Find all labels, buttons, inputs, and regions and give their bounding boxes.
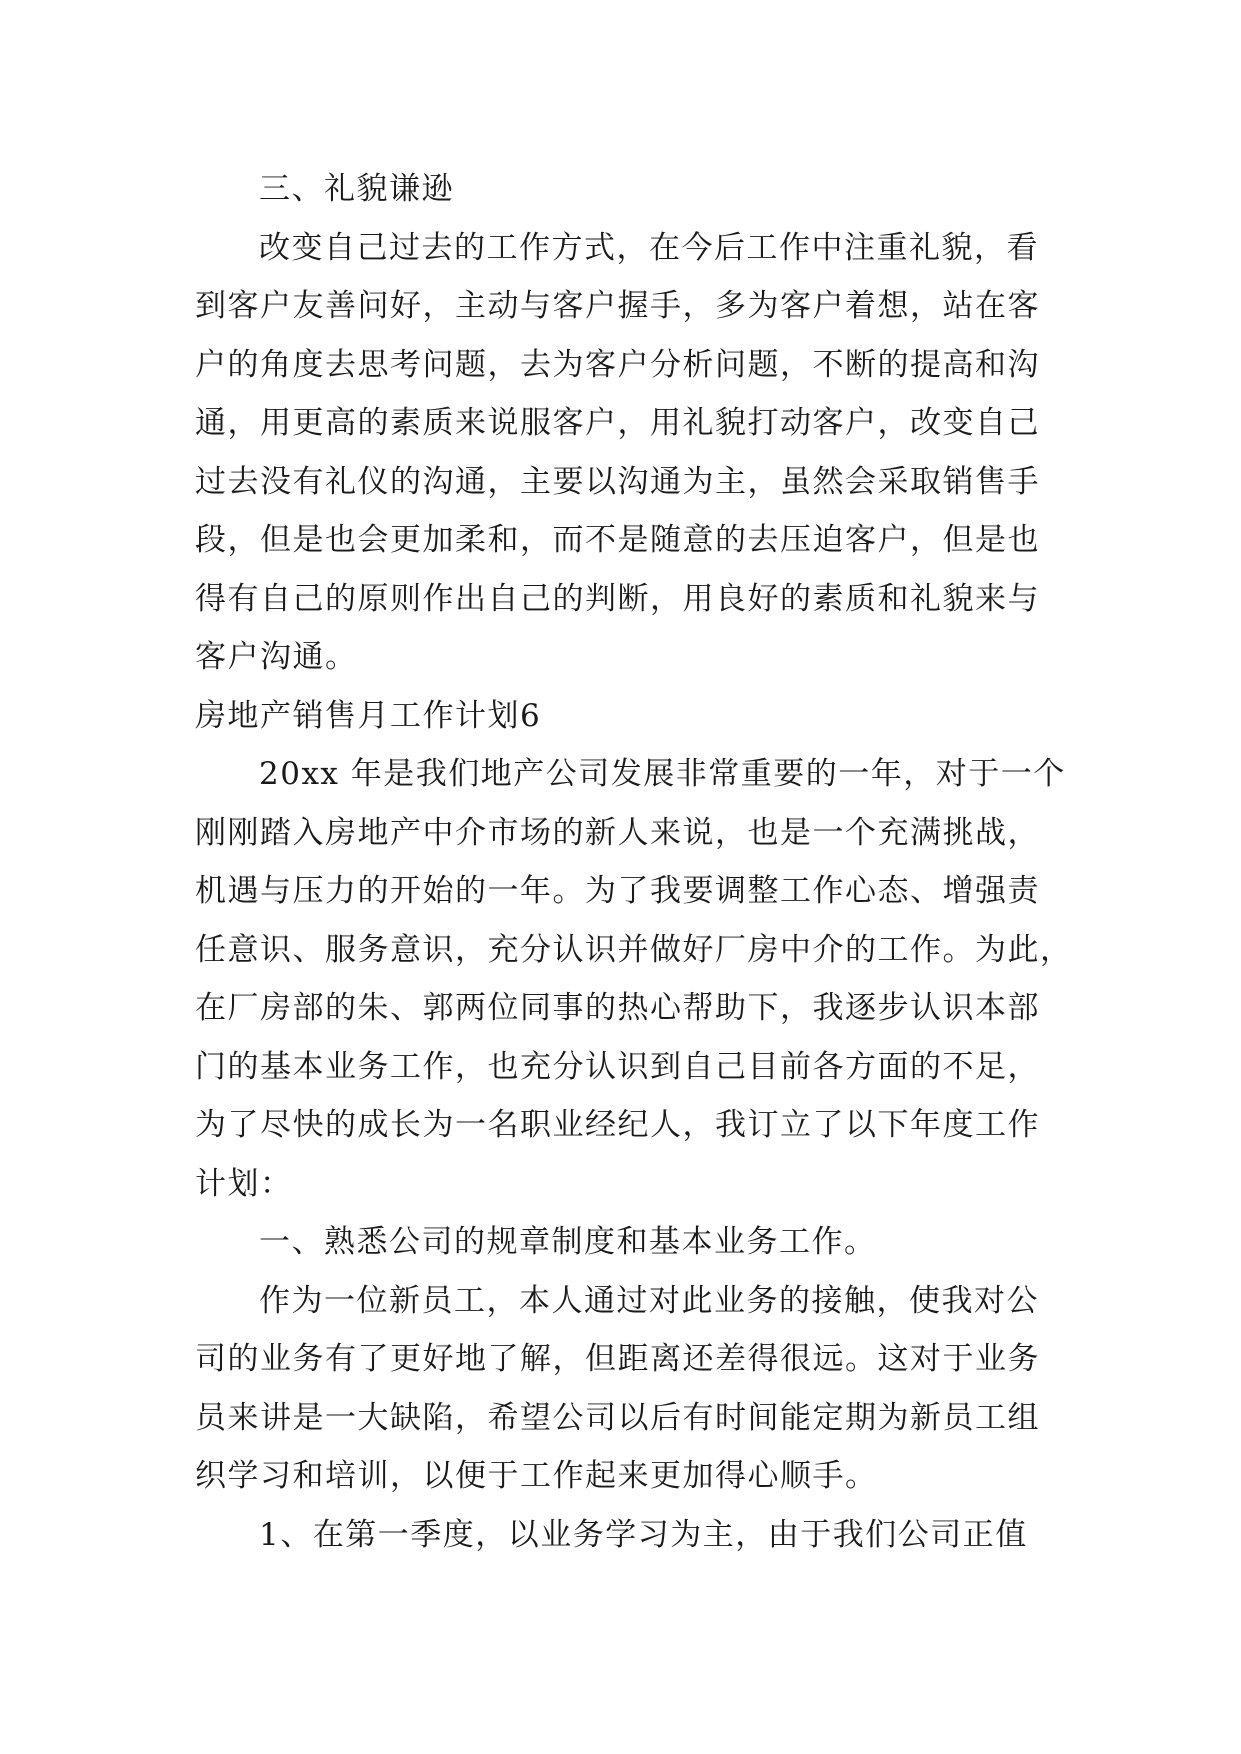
text-line: 刚刚踏入房地产中介市场的新人来说，也是一个充满挑战， bbox=[195, 814, 1040, 851]
text-line: 计划： bbox=[195, 1165, 293, 1202]
text-line: 过去没有礼仪的沟通，主要以沟通为主，虽然会采取销售手 bbox=[195, 463, 1040, 500]
text-line: 段，但是也会更加柔和，而不是随意的去压迫客户，但是也 bbox=[195, 522, 1040, 558]
text-line: 一、熟悉公司的规章制度和基本业务工作。 bbox=[259, 1224, 877, 1260]
text-line: 机遇与压力的开始的一年。为了我要调整工作心态、增强责 bbox=[195, 873, 1040, 909]
text-line: 在厂房部的朱、郭两位同事的热心帮助下，我逐步认识本部 bbox=[195, 990, 1040, 1026]
text-line: 三、礼貌谦逊 bbox=[259, 171, 454, 207]
text-line: 司的业务有了更好地了解，但距离还差得很远。这对于业务 bbox=[195, 1341, 1040, 1377]
text-line: 织学习和培训，以便于工作起来更加得心顺手。 bbox=[195, 1458, 878, 1494]
text-line: 通，用更高的素质来说服客户，用礼貌打动客户，改变自己 bbox=[195, 405, 1040, 441]
text-line: 20xx 年是我们地产公司发展非常重要的一年，对于一个 bbox=[259, 756, 1066, 792]
text-line: 得有自己的原则作出自己的判断，用良好的素质和礼貌来与 bbox=[195, 580, 1040, 617]
text-line: 到客户友善问好，主动与客户握手，多为客户着想，站在客 bbox=[195, 288, 1040, 324]
text-line: 改变自己过去的工作方式，在今后工作中注重礼貌，看 bbox=[259, 229, 1039, 266]
text-line: 员来讲是一大缺陷，希望公司以后有时间能定期为新员工组 bbox=[195, 1399, 1040, 1436]
text-line: 客户沟通。 bbox=[195, 639, 358, 675]
text-line: 1、在第一季度，以业务学习为主，由于我们公司正值 bbox=[259, 1516, 1028, 1553]
text-line: 房地产销售月工作计划6 bbox=[195, 697, 542, 734]
text-line: 户的角度去思考问题，去为客户分析问题，不断的提高和沟 bbox=[195, 346, 1040, 383]
document-body bbox=[195, 160, 1073, 1564]
text-line: 门的基本业务工作，也充分认识到自己目前各方面的不足， bbox=[195, 1048, 1040, 1085]
text-line: 作为一位新员工，本人通过对此业务的接触，使我对公 bbox=[259, 1282, 1039, 1319]
text-line: 任意识、服务意识，充分认识并做好厂房中介的工作。为此， bbox=[195, 931, 1073, 968]
text-line: 为了尽快的成长为一名职业经纪人，我订立了以下年度工作 bbox=[195, 1107, 1040, 1143]
